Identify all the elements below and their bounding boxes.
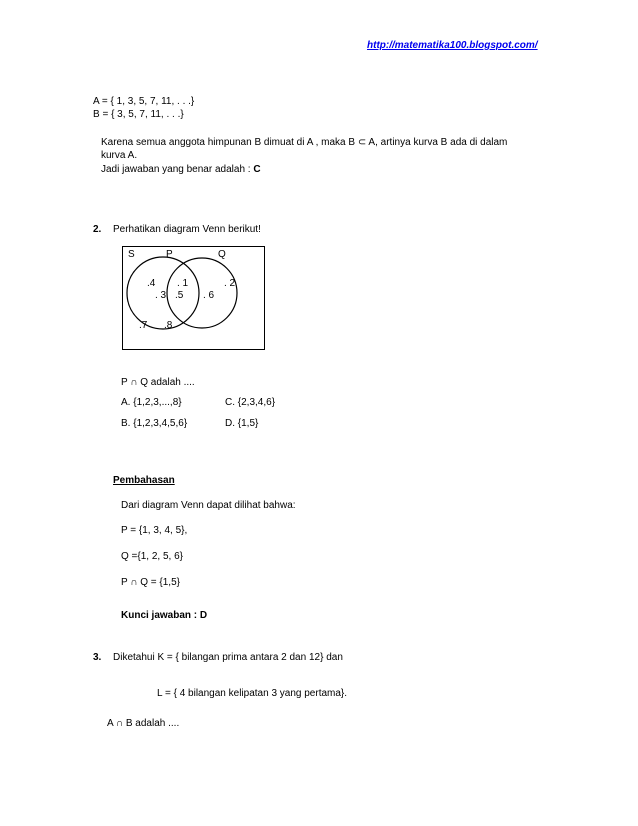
- venn-element-5: .5: [175, 290, 184, 301]
- venn-element-6: . 6: [203, 290, 215, 301]
- venn-element-1: . 1: [177, 278, 189, 289]
- question-3-number: 3.: [93, 652, 102, 663]
- answer-key: Kunci jawaban : D: [121, 610, 208, 621]
- option-c: C. {2,3,4,6}: [225, 397, 276, 408]
- question-2-number: 2.: [93, 224, 102, 235]
- answer-prefix: Jadi jawaban yang benar adalah :: [101, 164, 254, 175]
- answer-letter: C: [253, 164, 261, 175]
- question-3-text: A ∩ B adalah ....: [107, 718, 180, 729]
- venn-element-7: .7: [139, 320, 148, 331]
- option-d: D. {1,5}: [225, 418, 259, 429]
- discussion-intersection: P ∩ Q = {1,5}: [121, 577, 180, 588]
- discussion-heading: Pembahasan: [113, 475, 175, 486]
- venn-element-2: . 2: [224, 278, 236, 289]
- venn-label-p: P: [166, 249, 173, 260]
- set-b-statement: B = { 3, 5, 7, 11, . . .}: [93, 109, 184, 120]
- venn-label-q: Q: [218, 249, 226, 260]
- venn-circles: [122, 246, 265, 350]
- option-a: A. {1,2,3,...,8}: [121, 397, 182, 408]
- answer-statement: [101, 164, 261, 176]
- header-url-link[interactable]: http://matematika100.blogspot.com/: [367, 40, 538, 51]
- question-2-text: P ∩ Q adalah ....: [121, 377, 195, 388]
- discussion-set-p: P = {1, 3, 4, 5},: [121, 525, 188, 536]
- question-2-prompt: Perhatikan diagram Venn berikut!: [113, 224, 261, 235]
- venn-element-3: . 3: [155, 290, 167, 301]
- discussion-intro: Dari diagram Venn dapat dilihat bahwa:: [121, 500, 296, 511]
- venn-element-8: .8: [164, 320, 173, 331]
- set-a-statement: A = { 1, 3, 5, 7, 11, . . .}: [93, 96, 195, 107]
- question-3-set-l: L = { 4 bilangan kelipatan 3 yang pertama}.: [157, 688, 348, 699]
- venn-element-4: .4: [147, 278, 156, 289]
- explanation-line-1: Karena semua anggota himpunan B dimuat di A , maka B ⊂ A, artinya kurva B ada di dalam: [101, 137, 508, 148]
- question-3-set-k: Diketahui K = { bilangan prima antara 2 dan 12} dan: [113, 652, 343, 663]
- option-b: B. {1,2,3,4,5,6}: [121, 418, 188, 429]
- venn-label-s: S: [128, 249, 135, 260]
- explanation-line-2: kurva A.: [101, 150, 138, 161]
- discussion-set-q: Q ={1, 2, 5, 6}: [121, 551, 183, 562]
